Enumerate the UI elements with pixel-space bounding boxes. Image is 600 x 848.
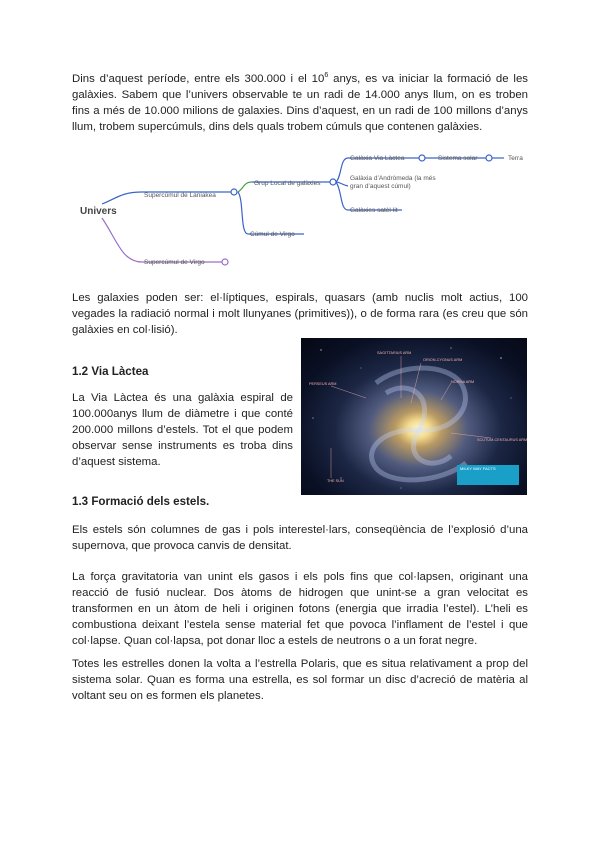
heading-via-lactea: 1.2 Via Làctea bbox=[72, 365, 149, 378]
estels-paragraph-3: Totes les estrelles donen la volta a l’estrella Polaris, que es situa relativament a prop del sistema solar. Quan es forma una estrella, es sol formar un disc d’acreció de matèria al voltant seu on es formen els planetes. bbox=[72, 658, 528, 702]
node-cumul-virgo: Cúmul de Virgo bbox=[250, 231, 295, 238]
via-lactea-paragraph: La Via Làctea és una galàxia espiral de 100.000anys llum de diàmetre i que conté 200.000 millons d’estels. Tot el que podem observar sense instruments es troba dins d’aquest sistema. bbox=[72, 392, 293, 468]
mind-map-root-univers: Univers bbox=[80, 206, 117, 217]
callout-scutum-arm: SCUTUM-CENTAURUS ARM bbox=[477, 438, 528, 442]
node-galaxies-satellit: Galàxies satèl·lit bbox=[350, 207, 398, 214]
callout-sagittarius-arm: SAGITTARIUS ARM bbox=[377, 351, 412, 355]
node-via-lactea: Galàxia Via Làctea bbox=[350, 155, 405, 162]
callout-norma-arm: NORMA ARM bbox=[451, 380, 475, 384]
callout-perseus-arm: PERSEUS ARM bbox=[309, 382, 337, 386]
heading-formacio-estels: 1.3 Formació dels estels. bbox=[72, 495, 210, 508]
node-andromeda: Galàxia d’Andròmeda (la més gran d’aquest cúmul) bbox=[350, 175, 436, 190]
callout-orion-arm: ORION-CYGNUS ARM bbox=[423, 358, 463, 362]
node-terra: Terra bbox=[508, 155, 523, 162]
intro-exponent: 6 bbox=[324, 72, 329, 79]
milky-way-image bbox=[301, 338, 527, 495]
estels-paragraph-2: La força gravitatoria van unint els gasos i els pols fins que col·lapsen, originant una reacció de fusió nuclear. Dos àtoms de hidrogen que unint-se a gran velocitat es transformen en un àtom de heli i originen fotons (energia que irradia l’estel). L’heli es combustiona deixant l’estela sense material fet que povoca l’inflament de l’estel i que col·lapse. Quan col·lapsa, pot donar lloc a estels de neutrons o a un forat negre. bbox=[72, 571, 528, 647]
intro-paragraph bbox=[72, 68, 528, 135]
callout-the-sun: THE SUN bbox=[327, 479, 344, 483]
galaxies-types-paragraph: Les galaxies poden ser: el·líptiques, espirals, quasars (amb nuclis molt actius, 100 vegades la radiació normal i molt llunyanes (primitives)), o de forma rara (es creu que són galàxies en col·lisió). bbox=[72, 292, 528, 336]
badge-title: MILKY WAY FACTS bbox=[460, 466, 496, 471]
node-supercumul-laniakea: Supercúmul de Laniakea bbox=[144, 192, 216, 199]
intro-text-end: anys, es va iniciar la formació de les galàxies. Sabem que l’univers observable te un radi de 14.000 anys llum, on es troben fins a més de 10.000 milions de galaxies. Dins d’aquest, en un radi de 100 millons d’anys llum, trobem supercúmuls, dins dels quals trobem cúmuls que contenen galàxies. bbox=[72, 72, 528, 133]
milky-way-facts-badge bbox=[457, 465, 519, 485]
estels-paragraph-1: Els estels són columnes de gas i pols interestel·lars, conseqüència de l’explosió d’una supernova, que provoca canvis de densitat. bbox=[72, 524, 528, 552]
node-supercumul-virgo: Supercúmul de Virgo bbox=[144, 259, 205, 266]
node-grup-local: Grup Local de galàxies bbox=[254, 180, 321, 187]
universe-mind-map bbox=[72, 140, 542, 275]
node-sistema-solar: Sistema solar bbox=[438, 155, 478, 162]
intro-text-start: Dins d’aquest període, entre els 300.000 i el 10 bbox=[72, 72, 325, 85]
